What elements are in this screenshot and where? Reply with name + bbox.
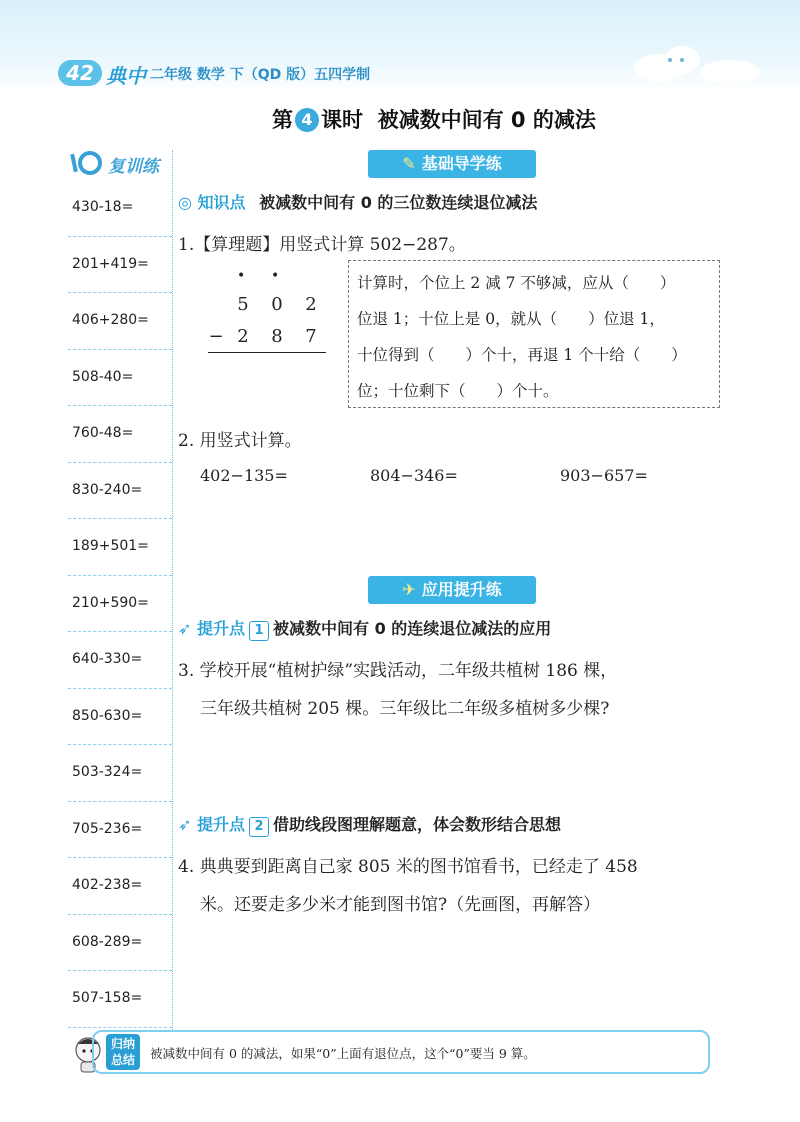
review-item: 830-240=	[68, 463, 172, 520]
question-3-line2: 三年级共植树 205 棵。三年级比二年级多植树多少棵?	[200, 699, 610, 719]
question-4-line1: 4. 典典要到距离自己家 805 米的图书馆看书，已经走了 458	[178, 857, 638, 877]
question-3-line1: 3. 学校开展“植树护绿”实践活动，二年级共植树 186 棵，	[178, 661, 618, 681]
section-banner-basic	[368, 150, 536, 178]
review-title	[70, 148, 176, 178]
lesson-prefix: 第	[272, 108, 293, 132]
review-item: 640-330=	[68, 632, 172, 689]
result-line	[208, 352, 326, 353]
cloud-decoration-icon	[630, 38, 780, 88]
rocket-small-icon: ➶	[178, 815, 192, 834]
hint-line: 位退 1；十位上是 0，就从（ ）位退 1，	[357, 310, 665, 328]
review-item: 705-236=	[68, 802, 172, 859]
review-label: 复训练	[108, 157, 159, 177]
question-1: 1.【算理题】用竖式计算 502−287。	[178, 235, 466, 255]
digit: 5	[237, 294, 249, 315]
rocket-icon: ✈	[402, 580, 416, 599]
digit: 0	[271, 294, 283, 315]
point-text: 被减数中间有 0 的连续退位减法的应用	[273, 619, 552, 638]
banner-label: 基础导学练	[421, 154, 502, 173]
digit: 7	[305, 326, 317, 347]
summary-badge: 归纳总结	[106, 1034, 140, 1070]
improvement-point-1	[178, 616, 551, 641]
brand-logo: 典中	[106, 64, 146, 88]
review-item: 402-238=	[68, 858, 172, 915]
digit: 2	[237, 326, 249, 347]
review-item: 406+280=	[68, 293, 172, 350]
minuend-row	[226, 294, 328, 315]
point-tag: 提升点	[196, 815, 245, 834]
summary-text: 被减数中间有 0 的减法，如果“0”上面有退位点，这个“0”要当 9 算。	[150, 1046, 536, 1061]
point-number: 2	[249, 817, 269, 837]
review-item: 760-48=	[68, 406, 172, 463]
knowledge-point	[178, 190, 537, 213]
hint-line: 计算时，个位上 2 减 7 不够减，应从（ ）	[357, 274, 676, 292]
rail-divider	[172, 150, 173, 1030]
question-2: 2. 用竖式计算。	[178, 431, 302, 451]
review-item: 430-18=	[68, 180, 172, 237]
review-item: 189+501=	[68, 519, 172, 576]
expression: 402−135=	[200, 466, 288, 485]
hint-line: 十位得到（ ）个十，再退 1 个十给（ ）	[357, 346, 687, 364]
section-banner-applied	[368, 576, 536, 604]
lesson-title	[272, 104, 596, 134]
knowledge-tag: 知识点	[197, 193, 246, 212]
digit: 2	[305, 294, 317, 315]
review-item: 503-324=	[68, 745, 172, 802]
banner-label: 应用提升练	[421, 580, 502, 599]
question-4-line2: 米。还要走多少米才能到图书馆?（先画图，再解答）	[200, 895, 601, 915]
compass-icon: ✎	[402, 154, 416, 173]
lesson-topic: 被减数中间有 0 的减法	[377, 108, 596, 132]
book-series: 二年级 数学 下（QD 版）五四学制	[150, 67, 371, 83]
lesson-number: 4	[295, 108, 319, 132]
review-item: 850-630=	[68, 689, 172, 746]
hint-box	[348, 260, 720, 408]
improvement-point-2	[178, 812, 561, 837]
review-item: 608-289=	[68, 915, 172, 972]
hint-line: 位；十位剩下（ ）个十。	[357, 382, 559, 400]
review-item: 508-40=	[68, 350, 172, 407]
review-list	[68, 180, 172, 1028]
digit: 8	[271, 326, 283, 347]
vertical-calculation	[206, 268, 328, 356]
lesson-suffix: 课时	[321, 108, 363, 132]
expression: 903−657=	[560, 466, 648, 485]
minus-sign: −	[208, 326, 224, 347]
expression: 804−346=	[370, 466, 458, 485]
review-badge-icon	[70, 148, 110, 178]
review-item: 210+590=	[68, 576, 172, 633]
knowledge-text: 被减数中间有 0 的三位数连续退位减法	[259, 193, 538, 212]
rocket-small-icon: ➶	[178, 619, 192, 638]
summary-box	[92, 1030, 710, 1074]
borrow-dot: •	[271, 268, 280, 284]
review-item: 507-158=	[68, 971, 172, 1028]
page-number: 42	[58, 60, 102, 86]
point-tag: 提升点	[196, 619, 245, 638]
subtrahend-row	[206, 326, 328, 347]
target-icon: ◎	[178, 193, 192, 212]
point-text: 借助线段图理解题意，体会数形结合思想	[273, 815, 562, 834]
review-item: 201+419=	[68, 237, 172, 294]
borrow-dot: •	[237, 268, 246, 284]
point-number: 1	[249, 621, 269, 641]
